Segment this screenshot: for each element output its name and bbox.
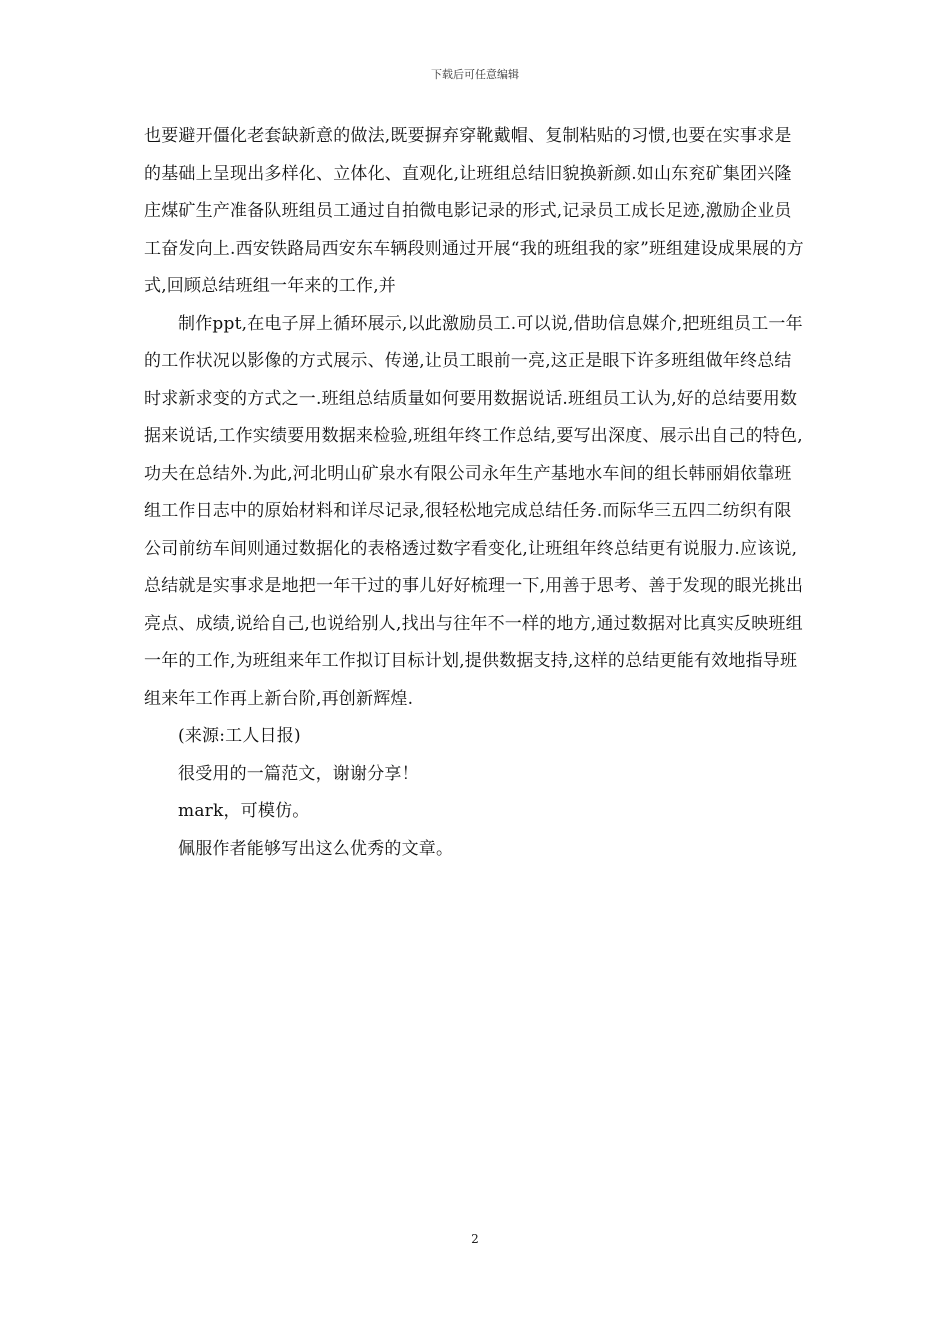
paragraph-1: 也要避开僵化老套缺新意的做法,既要摒弃穿靴戴帽、复制粘贴的习惯,也要在实事求是的基础上呈现出多样化、立体化、直观化,让班组总结旧貌换新颜.如山东兖矿集团兴隆庄煤矿生产准备队班组员工通过自拍微电影记录的形式,记录员工成长足迹,激励企业员工奋发向上.西安铁路局西安东车辆段则通过开展“我的班组我的家”班组建设成果展的方式,回顾总结班组一年来的工作,并 xyxy=(144,126,804,296)
page-header: 下载后可任意编辑 xyxy=(431,68,519,81)
comment-1: 很受用的一篇范文，谢谢分享！ xyxy=(178,763,419,784)
source-line: (来源:工人日报) xyxy=(178,726,301,746)
page-number: 2 xyxy=(471,1232,479,1246)
comment-2: mark，可模仿。 xyxy=(178,801,310,821)
paragraph-2: 制作ppt,在电子屏上循环展示,以此激励员工.可以说,借助信息媒介,把班组员工一年的工作状况以影像的方式展示、传递,让员工眼前一亮,这正是眼下许多班组做年终总结时求新求变的方式之一.班组总结质量如何要用数据说话.班组员工认为,好的总结要用数据来说话,工作实绩要用数据来检验,班组年终工作总结,要写出深度、展示出自己的特色,功夫在总结外.为此,河北明山矿泉水有限公司永年生产基地水车间的组长韩丽娟依靠班组工作日志中的原始材料和详尽记录,很轻松地完成总结任务.而际华三五四二纺织有限公司前纺车间则通过数据化的表格透过数字看变化,让班组年终总结更有说服力.应该说,总结就是实事求是地把一年干过的事儿好好梳理一下,用善于思考、善于发现的眼光挑出亮点、成绩,说给自己,也说给别人,找出与往年不一样的地方,通过数据对比真实反映班组一年的工作,为班组来年工作拟订目标计划,提供数据支持,这样的总结更能有效地指导班组来年工作再上新台阶,再创新辉煌. xyxy=(144,313,804,709)
document-body xyxy=(144,118,808,868)
comment-3: 佩服作者能够写出这么优秀的文章。 xyxy=(178,838,454,859)
